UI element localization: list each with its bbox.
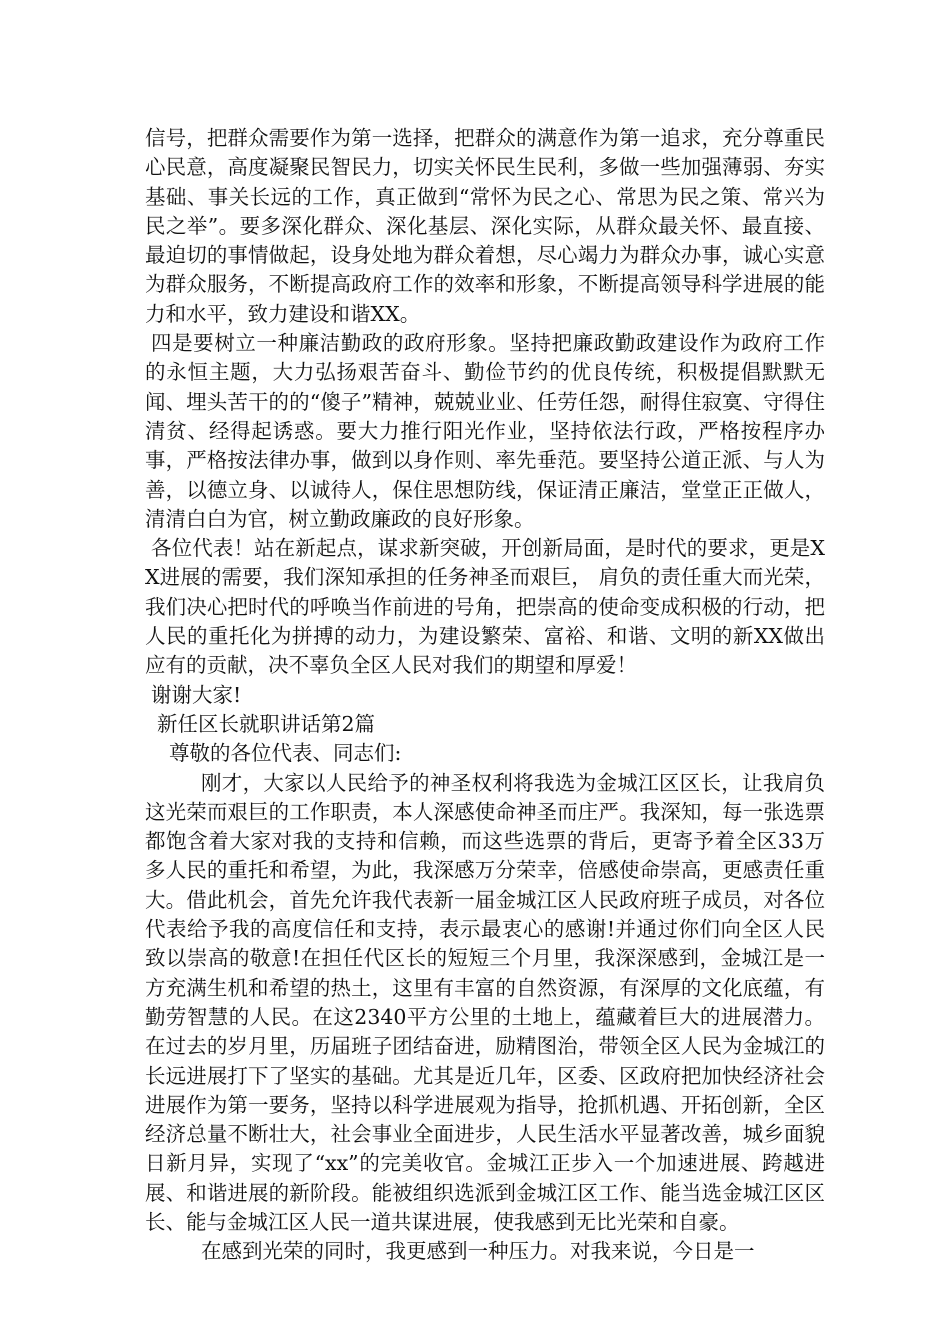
salutation: 尊敬的各位代表、同志们: <box>169 741 402 766</box>
body-text <box>145 124 825 1267</box>
paragraph-integrity: 四是要树立一种廉洁勤政的政府形象。坚持把廉政勤政建设作为政府工作的永恒主题，大力弘扬艰苦奋斗、勤俭节约的优良传统，积极提倡默默无闻、埋头苦干的的“傻子”精神，兢兢业业、任劳任怨，耐得住寂寞、守得住清贫、经得起诱惑。要大力推行阳光作业，坚持依法行政，严格按程序办事，严格按法律办事，做到以身作则、率先垂范。要坚持公道正派、与人为善，以德立身、以诚待人，保住思想防线，保证清正廉洁，堂堂正正做人，清清白白为官，树立勤政廉政的良好形象。 <box>145 331 825 531</box>
paragraph-closing: 各位代表！站在新起点，谋求新突破，开创新局面，是时代的要求，更是XX进展的需要，我们深知承担的任务神圣而艰巨， 肩负的责任重大而光荣，我们决心把时代的呼唤当作前进的号角，把崇高的使命变成积极的行动，把人民的重托化为拼搏的动力，为建设繁荣、富裕、和谐、文明的新XX做出应有的贡献，决不辜负全区人民对我们的期望和厚爱！ <box>145 536 825 678</box>
paragraph-pressure: 在感到光荣的同时，我更感到一种压力。对我来说，今日是一 <box>201 1239 755 1264</box>
paragraph-speech-opening: 刚才，大家以人民给予的神圣权利将我选为金城江区区长，让我肩负这光荣而艰巨的工作职责，本人深感使命神圣而庄严。我深知，每一张选票都饱含着大家对我的支持和信赖，而这些选票的背后，更寄予着全区33万多人民的重托和希望，为此，我深感万分荣幸，倍感使命崇高，更感责任重大。借此机会，首先允许我代表新一届金城江区人民政府班子成员，对各位代表给予我的高度信任和支持，表示最衷心的感谢!并通过你们向全区人民致以崇高的敬意!在担任代区长的短短三个月里，我深深感到，金城江是一方充满生机和希望的热土，这里有丰富的自然资源，有深厚的文化底蕴，有勤劳智慧的人民。在这2340平方公里的土地上，蕴藏着巨大的进展潜力。在过去的岁月里，历届班子团结奋进，励精图治，带领全区人民为金城江的长远进展打下了坚实的基础。尤其是近几年，区委、区政府把加快经济社会进展作为第一要务，坚持以科学进展观为指导，抢抓机遇、开拓创新，全区经济总量不断壮大，社会事业全面进步，人民生活水平显著改善，城乡面貌日新月异，实现了“xx”的完美收官。金城江正步入一个加速进展、跨越进展、和谐进展的新阶段。能被组织选派到金城江区工作、能当选金城江区区长、能与金城江区人民一道共谋进展，使我感到无比光荣和自豪。 <box>145 770 825 1234</box>
paragraph-continuation: 信号，把群众需要作为第一选择，把群众的满意作为第一追求，充分尊重民心民意，高度凝聚民智民力，切实关怀民生民利，多做一些加强薄弱、夯实基础、事关长远的工作，真正做到“常怀为民之心、常思为民之策、常兴为民之举”。要多深化群众、深化基层、深化实际，从群众最关怀、最直接、最迫切的事情做起，设身处地为群众着想，尽心竭力为群众办事，诚心实意为群众服务，不断提高政府工作的效率和形象，不断提高领导科学进展的能力和水平，致力建设和谐XX。 <box>145 126 825 326</box>
paragraph-thanks: 谢谢大家! <box>151 682 242 707</box>
section-title: 新任区长就职讲话第2篇 <box>157 711 376 736</box>
